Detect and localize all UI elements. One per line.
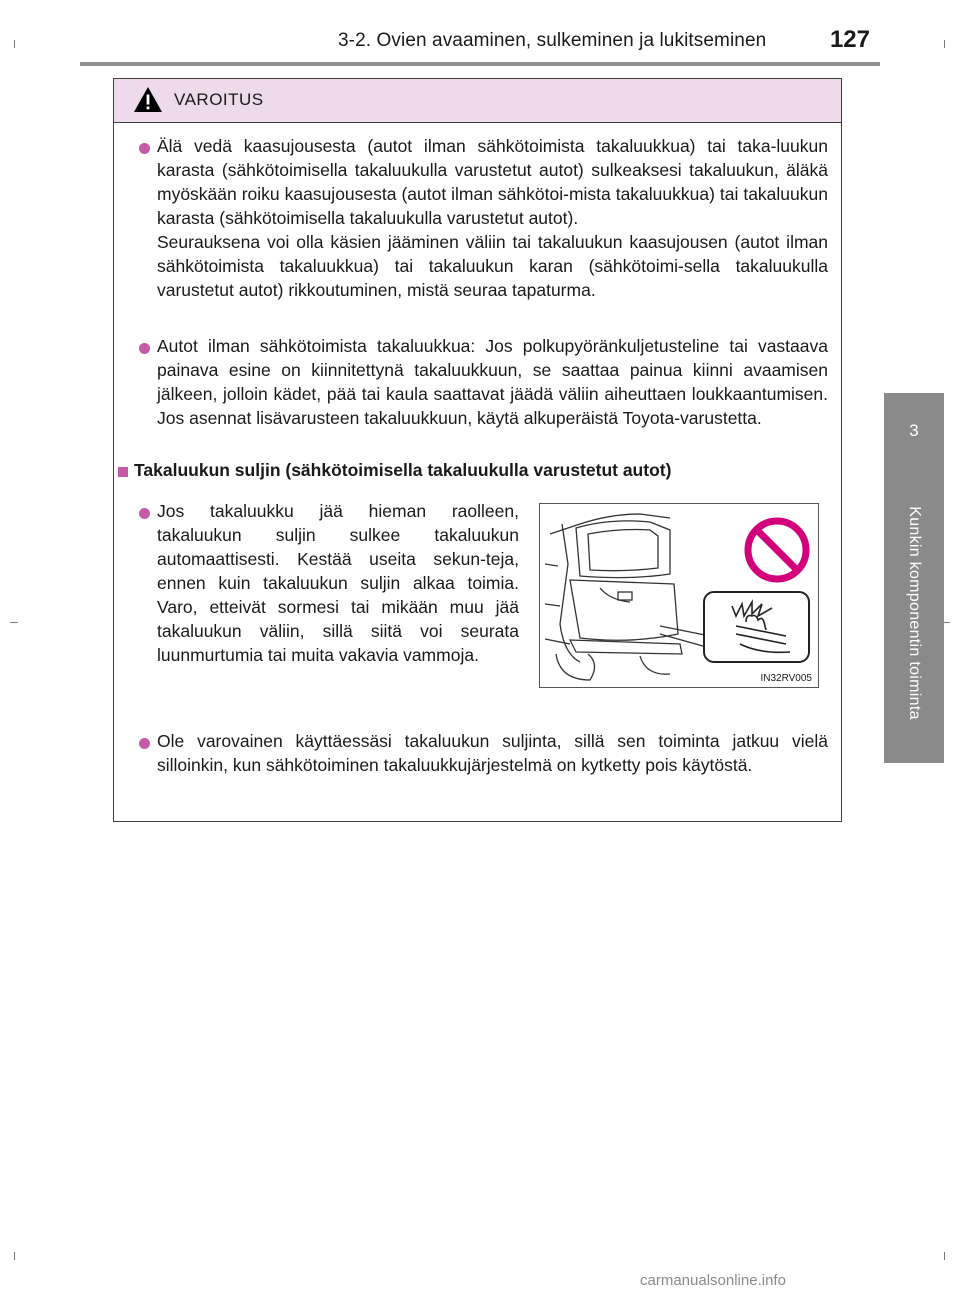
tailgate-closer-illustration	[539, 503, 819, 688]
paragraph-text: Seurauksena voi olla käsien jääminen väliin tai takaluukun kaasujousen (autot ilman sähkötoimista takaluukkua) tai takaluukun karan (sähkötoimi-sella takaluukulla varustetut autot) rikkoutuminen, mistä seuraa tapaturma.	[157, 232, 828, 300]
crop-mark	[944, 1252, 945, 1260]
chapter-tab	[884, 393, 944, 763]
warning-title: VAROITUS	[174, 90, 264, 109]
page-number: 127	[829, 26, 870, 53]
section-title: 3-2. Ovien avaaminen, sulkeminen ja lukitseminen	[338, 30, 767, 51]
crop-mark	[14, 1252, 15, 1260]
figure-code: IN32RV005	[760, 673, 812, 684]
crop-mark	[944, 40, 945, 48]
warning-paragraph-3: Jos takaluukku jää hieman raolleen, takaluukun suljin sulkee takaluukun automaattisesti. Kestää useita sekun-teja, ennen kuin takaluukun suljin alkaa toimia. Varo, etteivät sormesi tai mikään muu jää takaluukun väliin, sillä siitä voi seurata luunmurtumia tai muita vakavia vammoja.	[157, 501, 519, 665]
section-subheading: Takaluukun suljin (sähkötoimisella takaluukulla varustetut autot)	[134, 460, 672, 480]
warning-paragraph-2: Autot ilman sähkötoimista takaluukkua: Jos polkupyöränkuljetusteline tai vastaava painava esine on kiinnitettynä takaluukkuun, se saattaa painua kiinni avaamisen jälkeen, jolloin kädet, pää tai kaula saattavat jäädä väliin aiheuttaen loukkaantumisen. Jos asennat lisävarusteen takaluukkuun, käytä alkuperäistä Toyota-varustetta.	[157, 336, 828, 428]
bullet-icon	[139, 343, 150, 354]
warning-header	[114, 79, 841, 123]
bullet-icon	[139, 508, 150, 519]
car-rear-illustration	[540, 504, 818, 687]
bullet-icon	[139, 143, 150, 154]
warning-paragraph-1	[157, 134, 828, 302]
square-bullet-icon	[118, 467, 128, 477]
paragraph-text: Älä vedä kaasujousesta (autot ilman sähkötoimista takaluukkua) tai taka-luukun karasta (sähkötoimisella takaluukulla varustetut autot) sulkeaksesi takaluukun, äläkä myöskään roiku kaasujousesta (autot ilman sähkötoi-mista takaluukkua) tai takaluukun karasta (sähkötoimisella takaluukulla varustetut autot).	[157, 136, 828, 228]
bullet-icon	[139, 738, 150, 749]
warning-triangle-icon	[133, 86, 163, 113]
header-rule	[80, 62, 880, 66]
warning-paragraph-4: Ole varovainen käyttäessäsi takaluukun suljinta, sillä sen toiminta jatkuu vielä silloinkin, kun sähkötoiminen takaluukkujärjestelmä on kytketty pois käytöstä.	[157, 731, 828, 775]
chapter-title: Kunkin komponentin toiminta	[906, 506, 923, 720]
site-watermark: carmanualsonline.info	[640, 1272, 786, 1289]
chapter-number: 3	[909, 421, 919, 440]
crop-mark	[14, 40, 15, 48]
crop-mark	[10, 622, 18, 623]
